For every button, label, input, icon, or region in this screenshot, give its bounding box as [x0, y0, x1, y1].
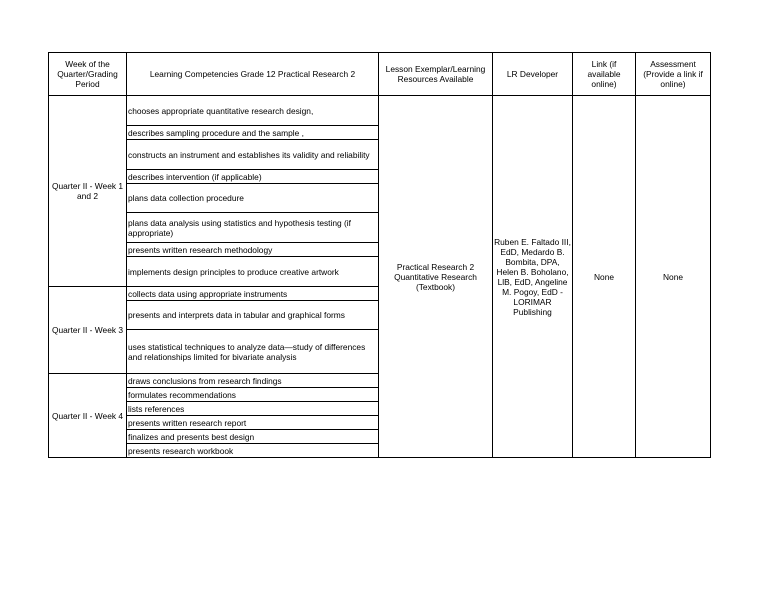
competency-cell: lists references: [127, 402, 379, 416]
competency-table: [48, 52, 711, 458]
competency-cell: describes sampling procedure and the sample ,: [127, 126, 379, 140]
header-lesson: Lesson Exemplar/Learning Resources Available: [379, 53, 493, 96]
table-row: [49, 96, 711, 126]
competency-cell: presents written research methodology: [127, 243, 379, 257]
week-cell: Quarter II - Week 3: [49, 287, 127, 374]
competency-cell: presents research workbook: [127, 444, 379, 458]
developer-cell: Ruben E. Faltado III, EdD, Medardo B. Bombita, DPA, Helen B. Boholano, LlB, EdD, Angeline M. Pogoy, EdD - LORIMAR Publishing: [493, 96, 573, 458]
competency-cell: plans data analysis using statistics and hypothesis testing (if appropriate): [127, 213, 379, 243]
header-link: Link (if available online): [573, 53, 636, 96]
lesson-cell: Practical Research 2 Quantitative Research (Textbook): [379, 96, 493, 458]
header-developer: LR Developer: [493, 53, 573, 96]
competency-cell: implements design principles to produce creative artwork: [127, 257, 379, 287]
competency-cell: formulates recommendations: [127, 388, 379, 402]
week-cell: Quarter II - Week 1 and 2: [49, 96, 127, 287]
competency-cell: collects data using appropriate instruments: [127, 287, 379, 301]
assessment-cell: None: [636, 96, 711, 458]
competency-cell: presents and interprets data in tabular and graphical forms: [127, 301, 379, 330]
competency-cell: plans data collection procedure: [127, 184, 379, 213]
week-cell: Quarter II - Week 4: [49, 374, 127, 458]
competency-cell: finalizes and presents best design: [127, 430, 379, 444]
link-cell: None: [573, 96, 636, 458]
competency-cell: describes intervention (if applicable): [127, 170, 379, 184]
competency-cell: chooses appropriate quantitative research design,: [127, 96, 379, 126]
competency-cell: presents written research report: [127, 416, 379, 430]
header-assessment: Assessment (Provide a link if online): [636, 53, 711, 96]
competency-cell: uses statistical techniques to analyze data—study of differences and relationships limited for bivariate analysis: [127, 330, 379, 374]
header-row: [49, 53, 711, 96]
competency-cell: constructs an instrument and establishes its validity and reliability: [127, 140, 379, 170]
header-competencies: Learning Competencies Grade 12 Practical Research 2: [127, 53, 379, 96]
competency-cell: draws conclusions from research findings: [127, 374, 379, 388]
header-week: Week of the Quarter/Grading Period: [49, 53, 127, 96]
